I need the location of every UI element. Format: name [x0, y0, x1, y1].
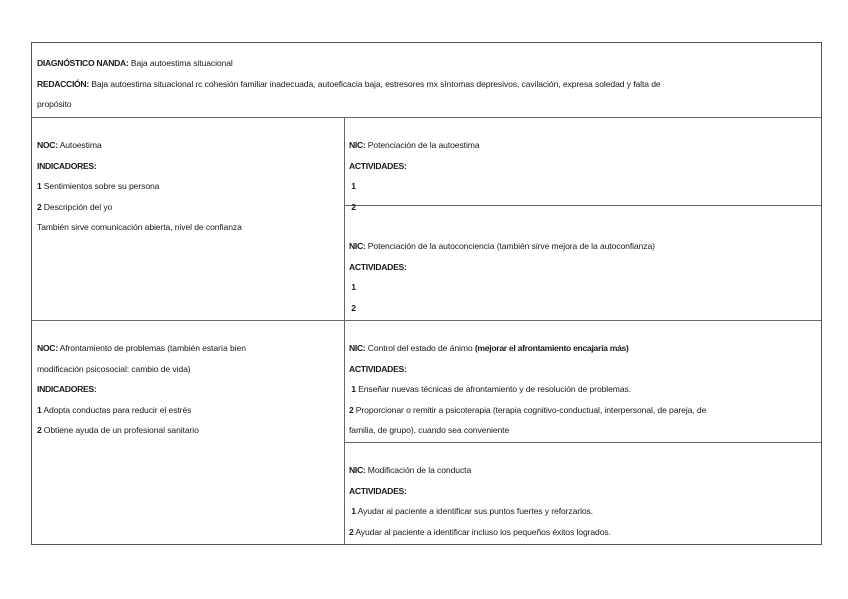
column-divider: [344, 117, 345, 544]
nic-modificacion-conducta-cell: [349, 460, 817, 542]
indicator-item: 2 Descripción del yo: [37, 201, 113, 212]
diagnosis-line: [37, 53, 817, 74]
activity-item: 2 Ayudar al paciente a identificar incluso los pequeños éxitos logrados.: [349, 526, 611, 537]
redaction-label: REDACCIÓN:: [37, 78, 89, 89]
noc-label: NOC:: [37, 343, 58, 353]
redaction-line: [37, 74, 817, 95]
noc-line: [37, 135, 337, 156]
activity-item: 2: [351, 302, 356, 313]
activities-heading: ACTIVIDADES:: [349, 261, 407, 272]
noc-text: Afrontamiento de problemas (también estaría bien: [59, 343, 246, 353]
redaction-text: Baja autoestima situacional rc cohesión familiar inadecuada, autoeficacia baja, estresores mx síntomas depresivos, cavilación, expresa soledad y falta de: [91, 78, 661, 89]
nic-autoconciencia-cell: [349, 236, 814, 318]
indicator-item: 2 Obtiene ayuda de un profesional sanitario: [37, 425, 199, 435]
noc-line: [37, 338, 337, 359]
care-plan-table: [31, 42, 822, 545]
nic-text: Potenciación de la autoconciencia (también sirve mejora de la autoconfianza): [367, 241, 655, 251]
row-divider: [32, 320, 821, 321]
activity-item: 2: [351, 201, 356, 212]
nic-bold-note: (mejorar el afrontamiento encajaría más): [474, 343, 629, 353]
nic-estado-animo-cell: [349, 338, 817, 441]
diagnosis-cell: [37, 53, 817, 115]
activity-item: 1 Ayudar al paciente a identificar sus puntos fuertes y reforzarlos.: [351, 506, 594, 516]
indicators-heading: INDICADORES:: [37, 160, 97, 171]
nic-label: NIC:: [349, 241, 366, 251]
activities-heading: ACTIVIDADES:: [349, 160, 407, 171]
diagnosis-label: DIAGNÓSTICO NANDA:: [37, 58, 129, 68]
nic-text: Modificación de la conducta: [367, 465, 472, 475]
activities-heading: ACTIVIDADES:: [349, 485, 407, 496]
activity-item: 1 Enseñar nuevas técnicas de afrontamiento y de resolución de problemas.: [351, 384, 632, 394]
additional-note: También sirve comunicación abierta, nivel de confianza: [37, 222, 242, 232]
nic-label: NIC:: [349, 343, 366, 353]
activity-item: 1: [351, 181, 356, 191]
noc-autoestima-cell: [37, 135, 337, 238]
nic-line: [349, 460, 817, 481]
nic-label: NIC:: [349, 465, 366, 475]
noc-label: NOC:: [37, 140, 58, 150]
activity-item-continued: familia, de grupo), cuando sea conveniente: [349, 425, 510, 435]
nic-line: [349, 236, 814, 257]
noc-afrontamiento-cell: [37, 338, 337, 441]
nic-line: [349, 135, 814, 156]
indicators-heading: INDICADORES:: [37, 384, 97, 394]
cell-divider: [344, 442, 821, 443]
indicator-item: 1 Adopta conductas para reducir el estrés: [37, 404, 192, 415]
nic-text: Potenciación de la autoestima: [367, 140, 480, 150]
nic-label: NIC:: [349, 140, 366, 150]
noc-text-line-2: modificación psicosocial: cambio de vida): [37, 363, 191, 374]
nic-text: Control del estado de ánimo: [367, 343, 473, 353]
nic-autoestima-cell: [349, 135, 814, 217]
redaction-line-2: propósito: [37, 99, 72, 109]
diagnosis-text: Baja autoestima situacional: [130, 58, 233, 68]
activity-item: 2 Proporcionar o remitir a psicoterapia (terapia cognitivo-conductual, interpersonal, de pareja, de: [349, 404, 707, 415]
activities-heading: ACTIVIDADES:: [349, 363, 407, 374]
nic-line: [349, 338, 817, 359]
row-divider: [32, 117, 821, 118]
activity-item: 1: [351, 282, 356, 292]
noc-text: Autoestima: [59, 140, 102, 150]
indicator-item: 1 Sentimientos sobre su persona: [37, 181, 160, 191]
